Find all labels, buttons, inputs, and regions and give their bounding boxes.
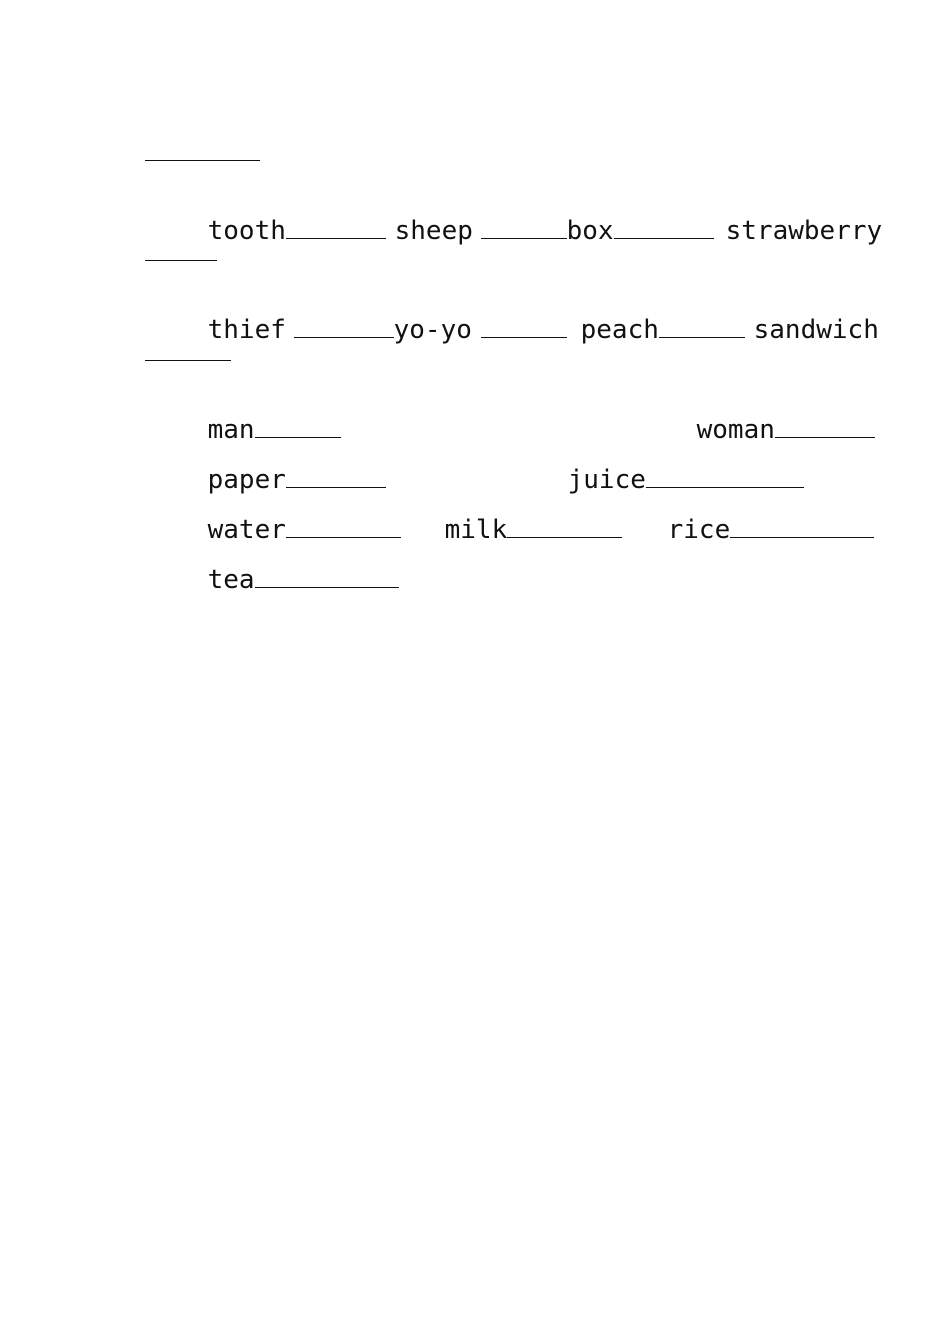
word-label: tooth	[207, 216, 286, 246]
word-label: strawberry	[725, 216, 883, 246]
word-label: sandwich	[753, 315, 879, 345]
word-label: box	[566, 216, 614, 246]
word-row-5c	[605, 485, 874, 545]
word-row-4b	[505, 435, 804, 495]
answer-blank[interactable]	[730, 515, 874, 538]
word-row-2e	[691, 285, 879, 345]
word-label: tea	[207, 565, 255, 595]
word-label: milk	[444, 515, 508, 545]
answer-blank[interactable]	[294, 315, 394, 338]
word-label: yo-yo	[393, 315, 472, 345]
word-label: paper	[207, 465, 286, 495]
word-label: sheep	[394, 216, 473, 246]
word-row-3b	[634, 385, 875, 445]
word-label: thief	[207, 315, 286, 345]
word-label: peach	[580, 315, 659, 345]
word-label: juice	[567, 465, 646, 495]
word-row-1d	[663, 186, 883, 246]
word-row-5b	[382, 485, 622, 545]
word-row-6	[145, 535, 399, 595]
answer-blank[interactable]	[145, 258, 217, 261]
answer-blank[interactable]	[255, 565, 399, 588]
word-row-4	[145, 435, 386, 495]
word-row-3	[145, 385, 341, 445]
word-label: man	[207, 415, 255, 445]
answer-blank[interactable]	[481, 216, 567, 239]
word-label: woman	[696, 415, 775, 445]
answer-blank[interactable]	[145, 358, 231, 361]
word-row-5	[145, 485, 401, 545]
word-label: rice	[667, 515, 731, 545]
word-label: water	[207, 515, 286, 545]
answer-blank[interactable]	[145, 158, 260, 161]
